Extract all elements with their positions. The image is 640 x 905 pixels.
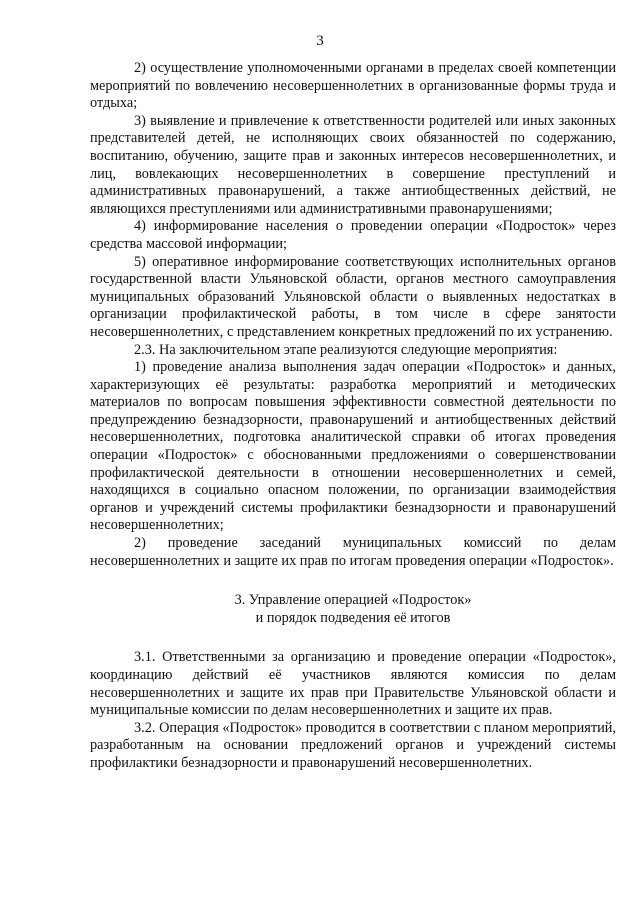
paragraph-item-2: 2) осуществление уполномоченными органами в пределах своей компетенции мероприятий по вовлечению несовершеннолетних в организованные формы труда и отдыха; bbox=[90, 60, 616, 112]
paragraph-item-4: 4) информирование населения о проведении операции «Подросток» через средства массовой информации; bbox=[90, 218, 616, 252]
document-body bbox=[90, 60, 616, 773]
paragraph-final-item-1: 1) проведение анализа выполнения задач операции «Подросток» и данных, характеризующих её результаты: разработка мероприятий и методических материалов по вопросам повышения эффективности совместной деятельности по предупреждению безнадзорности, правонарушений и антиобщественных действий несовершеннолетних, подготовка аналитической справки об итогах проведения операции «Подросток» с обоснованными предложениями о совершенствовании профилактической деятельности в отношении несовершеннолетних и семей, находящихся в социально опасном положении, по организации взаимодействия органов и учреждений системы профилактики безнадзорности и правонарушений несовершеннолетних; bbox=[90, 359, 616, 534]
paragraph-item-5: 5) оперативное информирование соответствующих исполнительных органов государственной власти Ульяновской области, органов местного самоуправления муниципальных образований Ульяновской области о выявленных недостатках в организации профилактической работы, в том числе в сфере занятости несовершеннолетних, с представлением конкретных предложений по их устранению. bbox=[90, 253, 616, 340]
paragraph-3-1: 3.1. Ответственными за организацию и проведение операции «Подросток», координацию действий её участников являются комиссия по делам несовершеннолетних и защите их прав при Правительстве Ульяновской области и муниципальные комиссии по делам несовершеннолетних и защите их прав. bbox=[90, 649, 616, 719]
section-heading-line-1: 3. Управление операцией «Подросток» bbox=[234, 592, 472, 609]
page-number: 3 bbox=[316, 33, 324, 49]
paragraph-final-item-2: 2) проведение заседаний муниципальных комиссий по делам несовершеннолетних и защите их прав по итогам проведения операции «Подросток». bbox=[90, 535, 616, 569]
paragraph-3-2: 3.2. Операция «Подросток» проводится в соответствии с планом мероприятий, разработанным на основании предложений органов и учреждений системы профилактики безнадзорности и правонарушений несовершеннолетних. bbox=[90, 719, 616, 771]
paragraph-2-3: 2.3. На заключительном этапе реализуются следующие мероприятия: bbox=[134, 341, 558, 358]
paragraph-item-3: 3) выявление и привлечение к ответственности родителей или иных законных представителей детей, не исполняющих своих обязанностей по содержанию, воспитанию, обучению, защите прав и законных интересов несовершеннолетних, и лиц, вовлекающих несовершеннолетних в совершение преступлений и административных правонарушений, а также антиобщественных действий, не являющихся преступлениями или административными правонарушениями; bbox=[90, 112, 616, 217]
section-heading bbox=[90, 592, 616, 627]
section-heading-line-2: и порядок подведения её итогов bbox=[255, 609, 451, 626]
